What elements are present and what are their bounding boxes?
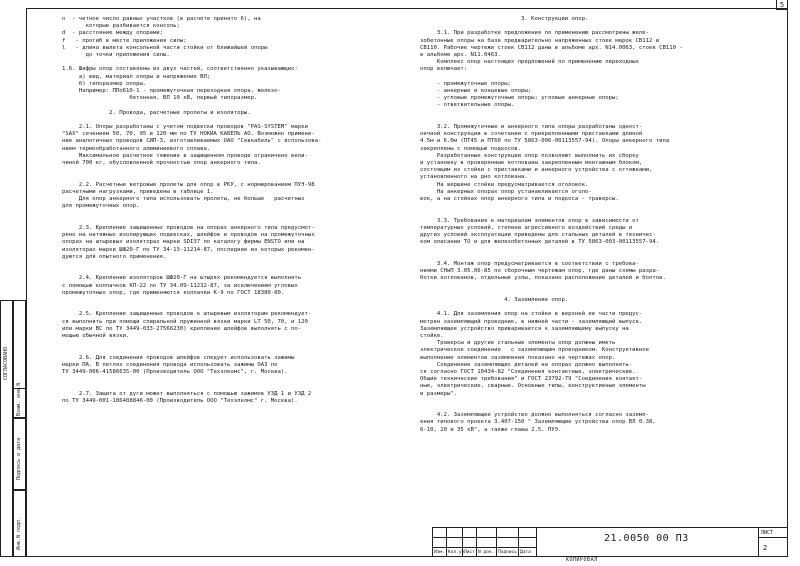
right-line: На анкерных опорах опор устанавливается оголо- <box>420 188 592 195</box>
left-line: ся выполнять при помощи спиральной пружинной вязки марки LT 50, 70, и 120 <box>62 318 308 325</box>
tb-header-signature: Подпись <box>498 550 517 555</box>
left-line <box>62 304 397 311</box>
right-line: выполнение элементов заземления показано на чертежах опор. <box>420 354 616 361</box>
right-line: ком описании ТО и для железобетонных деталей в ТУ 5863-003-00113557-94. <box>420 239 660 246</box>
tb-header-change: Изм. <box>434 550 445 555</box>
left-line <box>62 340 397 347</box>
right-line: мотрен заземляющий проводник, в нижней части - заземляющий выпуск. <box>420 318 643 325</box>
right-line: вок, а на стойках опор анкерного типа и подкоса - траверсы. <box>420 196 619 203</box>
right-line: в альбоме арх. N11.0463. <box>420 52 501 59</box>
left-line: l - длина вылета консольной части стойки от ближайшей опоры <box>62 44 268 51</box>
right-line: - ответвительные опоры. <box>420 102 515 109</box>
right-line: состоящим из стойки с приставками и анкерного устройства с оттяжками, <box>420 167 653 174</box>
right-line: ниями СНиП 3.05.06-85 по сборочным чертежам опор, где даны схемы разра- <box>420 268 660 275</box>
left-line: 2.3. Крепление защищенных проводов на опорах анкерного типа предусмот- <box>62 224 315 231</box>
left-line: бетонная, ВЛ 10 кВ, первый типоразмер. <box>62 95 258 102</box>
left-text-column <box>62 16 397 405</box>
left-line: а) вид, материал опоры и напряжение ВЛ; <box>62 73 211 80</box>
sidebar-column-outer <box>0 300 13 557</box>
left-line: изоляторах марки ШФ20-Г по ТУ 34-13-11214-87, последние из которых рекомен- <box>62 246 315 253</box>
right-line: электрическое соединение с заземляющим проводником. Конструктивное <box>420 347 650 354</box>
right-line: 3.4. Монтаж опор предусматривается в соответствии с требова- <box>420 260 639 267</box>
right-line: ботки котлованов, отдельные узлы, показано расположение деталей и болтов. <box>420 275 666 282</box>
left-line: "SAX" сечением 50, 70, 95 и 120 мм по ТУ НОКИА КАБЕЛЬ АО. Возможно примене- <box>62 131 315 138</box>
right-line: 3.3. Требования к материалам элементов опор в зависимости от <box>420 217 639 224</box>
right-line: Комплекс опор настоящих предложений по применению переходных <box>420 59 639 66</box>
right-line: 6-10, 20 и 35 кВ", а также главы 2.5. ПУЭ. <box>420 426 562 433</box>
left-line: с помощью колпачков КП-22 по ТУ 34.09-11232-87, за исключением угловых <box>62 282 298 289</box>
left-line <box>62 297 397 304</box>
sidebar-label-agreed: СОГЛАСОВАНО <box>3 346 9 380</box>
right-line: и установку в проверенные котлованы закрепленным монтажным блоком, <box>420 160 643 167</box>
right-line: стойке. <box>420 332 444 339</box>
left-line: опорах на штыревых изоляторах марки SDI37 по каталогу фирмы ENSTO или на <box>62 239 305 246</box>
right-line: СВ110. Рабочие чертежи стоек СВ112 даны в альбоме арх. N14.0063, стоек СВ110 - <box>420 44 683 51</box>
left-line <box>62 167 397 174</box>
sidebar-label-signature: Подпись и дата <box>16 437 22 480</box>
right-line <box>420 203 780 210</box>
right-line <box>420 110 780 117</box>
right-line: Соединение заземляющих деталей на опорах должно выполнять- <box>420 361 633 368</box>
left-line: f - прогиб в месте приложения силы; <box>62 37 187 44</box>
left-line: до точки приложения силы. <box>62 52 170 59</box>
left-line: 2.5. Крепление защищенных проводов к штыревым изоляторам рекомендует- <box>62 311 312 318</box>
right-line: и размеры". <box>420 390 458 397</box>
right-line: 3.2. Промежуточные и анкерного типа опоры разработаны одност- <box>420 124 643 131</box>
left-line: 2.1. Опоры разработаны с учетом подвески проводов "PAS-SYSTEM" марки <box>62 124 308 131</box>
right-line: установленного на дно котлована. <box>420 174 528 181</box>
right-line: Общие технические требования" и ГОСТ 23792-79 "Соединения контакт- <box>420 376 643 383</box>
left-line: по ТУ 3449-001-186408846-00 (Производитель ООО "Техэлкомс" г. Москва). <box>62 397 298 404</box>
left-line: б) типоразмер опоры. <box>62 80 147 87</box>
right-line <box>420 210 780 217</box>
left-line <box>62 218 397 225</box>
left-line <box>62 102 397 109</box>
left-line: 2. Провода, расчетные пролеты и изоляторы. <box>62 109 251 116</box>
left-line <box>62 59 397 66</box>
left-line: расчетными нагрузками, приведены в таблице 1. <box>62 188 214 195</box>
right-line: 4.1. Для заземления опор на стойке в верхней ее части предус- <box>420 311 643 318</box>
tb-header-date: Дата <box>520 550 531 555</box>
right-line: 3.1. При разработке предложения по применению рассмотрены желе- <box>420 30 650 37</box>
right-line <box>420 74 780 81</box>
left-line: которые разбивается консоль; <box>62 23 180 30</box>
left-line: n - четное число равных участков (в расчете принято 6), на <box>62 16 261 22</box>
right-line: 3. Конструкции опор. <box>420 16 589 22</box>
left-line <box>62 261 397 268</box>
right-line <box>420 405 780 412</box>
right-line: 4.2. Заземляющее устройство должно выполняться согласно заземл- <box>420 412 650 419</box>
left-line: рено на натяжных изолирующих подвесках, шлейфов и проводов на промежуточных <box>62 232 315 239</box>
right-line: 4.5м и 6.0м (ПТ45 и ПТ60 по ТУ 5863-006-00113557-94). Опоры анкерного типа <box>420 138 670 145</box>
right-line: закреплены с помощью подкосов. <box>420 145 522 152</box>
right-line: зобетонные опоры на базе предварительно напряженных стоек марок СВ112 и <box>420 37 660 44</box>
left-line: марки ПА. В петлях соединения провода использовать зажимы ОАЗ по <box>62 361 278 368</box>
right-line <box>420 247 780 254</box>
left-line <box>62 174 397 181</box>
left-line: 2.7. Защита от дуги может выполняться с помощью зажимов УЗД 1 и УЗД 2 <box>62 390 312 397</box>
copied-label: КОПИРОВАЛ <box>566 557 598 563</box>
left-line <box>62 383 397 390</box>
right-line: 4. Заземление опор. <box>420 296 569 303</box>
right-line: - промежуточные опоры; <box>420 80 511 87</box>
left-line: ние аналогичных проводов СИП-3, изготавливаемых ОАО "Севкабель" с использова- <box>62 138 322 145</box>
right-line <box>420 304 780 311</box>
right-line: - анкерные и концевые опоры; <box>420 88 532 95</box>
left-line <box>62 117 397 124</box>
left-line: Для опор анкерного типа использовать пролеты, не больше расчетных <box>62 196 305 203</box>
left-line: ТУ 3449-006-41586635-00 (Производитель ООО "Техэлкомс", г. Москва). <box>62 368 288 375</box>
right-line: опор включает: <box>420 66 468 73</box>
right-line <box>420 398 780 405</box>
right-line: На вершине стойки предусматривается оголовок. <box>420 181 589 188</box>
right-line: Заземляющее устройство приваривается к заземляющему выпуску на <box>420 325 629 332</box>
left-line <box>62 268 397 275</box>
sheet-label: ЛИСТ <box>761 530 774 536</box>
sheet-number: 2 <box>763 544 768 552</box>
right-line: ся согласно ГОСТ 10434-82 "Соединения контактные, электрические. <box>420 368 636 375</box>
right-line <box>420 290 780 297</box>
right-line: Траверсы и другие стальные элементы опор должны иметь <box>420 340 616 347</box>
left-line: для промежуточных опор. <box>62 203 140 210</box>
tb-header-sheet: Лист <box>464 550 475 555</box>
sidebar-label-replace: Взам. инв.N <box>16 382 22 416</box>
right-line: других условий эксплуатации приведены для стальных деталей в техничес- <box>420 232 656 239</box>
right-line <box>420 283 780 290</box>
left-line: 2.4. Крепление изоляторов ШФ20-Г на штырях рекомендуется выполнять <box>62 275 302 282</box>
right-text-column <box>420 16 780 434</box>
left-line <box>62 210 397 217</box>
corner-page-number: 5 <box>776 0 788 10</box>
left-line: 1.6. Шифры опор составлены из двух частей, соответственно указывающих: <box>62 66 298 73</box>
left-line: промежуточных опор, где применяются колпачки К-9 по ГОСТ 18380-80. <box>62 289 285 296</box>
tb-header-docnum: N док. <box>478 550 495 555</box>
left-line <box>62 347 397 354</box>
tb-header-qty: Кол.уч <box>448 550 465 555</box>
left-line: чиной 700 кг, обусловленной прочностью опор анкерного типа. <box>62 160 261 167</box>
left-line: 2.2. Расчетные ветровые пролеты для опор в РКУ, с нормированием ПУЭ-98 <box>62 181 315 188</box>
document-code: 21.0050 00 ПЗ <box>604 533 689 544</box>
right-line: - угловые промежуточные опоры; угловые анкерные опоры; <box>420 95 619 102</box>
left-line: нием термообработанного алюминиевого сплава. <box>62 145 211 152</box>
left-line: дуются для опытного применения. <box>62 253 167 260</box>
left-line: мощью обычной вязки. <box>62 332 130 339</box>
right-line <box>420 117 780 124</box>
left-line: 2.6. Для соединения проводов шлейфов следует использовать зажимы <box>62 354 295 361</box>
left-line: Максимальное расчетное тяжение в защищенном проводе ограничено вели- <box>62 152 308 159</box>
left-line: или марки ВС по ТУ 3449-033-27566230) крепление шлейфов выполнять с по- <box>62 325 302 332</box>
right-line: ные, электрические, сварные. Основные типы, конструктивные элементы <box>420 383 646 390</box>
right-line: Разработанные конструкции опор позволяют выполнить их сборку <box>420 152 639 159</box>
right-line <box>420 254 780 261</box>
right-line: ения типового проекта 3.407-150 " Заземляющие устройства опор ВЛ 0.38, <box>420 419 656 426</box>
sidebar-label-inventory: Инв.N подл. <box>16 516 22 550</box>
right-line: оечной конструкции в сочетании с прикрепленными приставками длиной <box>420 131 643 138</box>
approval-sidebar <box>0 300 26 557</box>
left-line: Например: ППо610-1 - промежуточная переходная опора, железо- <box>62 88 281 95</box>
left-line: d - расстояние между опорами; <box>62 30 164 37</box>
left-line <box>62 376 397 383</box>
right-line: температурных условий, степени агрессивного воздействий среды и <box>420 224 633 231</box>
